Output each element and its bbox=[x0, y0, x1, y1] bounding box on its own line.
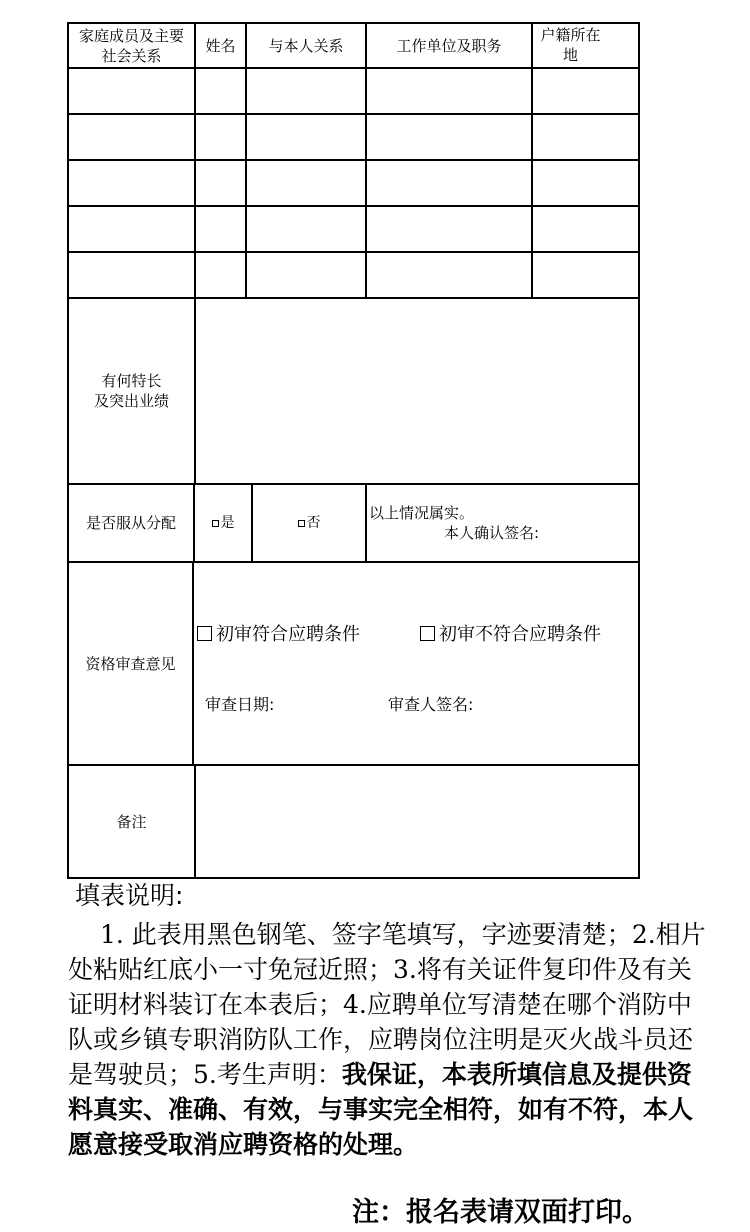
table-row[interactable] bbox=[69, 207, 638, 251]
assignment-no-option[interactable] bbox=[253, 485, 365, 561]
table-row[interactable] bbox=[69, 253, 638, 297]
assignment-signature-label: 本人确认签名: bbox=[444, 524, 540, 542]
assignment-yes-label: 是 bbox=[220, 515, 235, 531]
instruction-item: 2.相片处粘贴红底小一寸免冠近照； bbox=[68, 920, 706, 984]
review-fail-label: 初审不符合应聘条件 bbox=[439, 624, 601, 645]
checkbox-icon[interactable] bbox=[298, 520, 305, 527]
review-date-label: 审查日期: bbox=[205, 695, 275, 714]
instruction-item: 4.应聘单位写清楚在哪个消防中队或乡镇专职消防队工作，应聘岗位注明是灭火战斗员还是驾驶员； bbox=[68, 990, 694, 1089]
print-note: 注：报名表请双面打印。 bbox=[352, 1197, 649, 1228]
header-employer-position: 工作单位及职务 bbox=[396, 36, 502, 55]
header-name: 姓名 bbox=[205, 36, 236, 55]
grid-line bbox=[192, 561, 194, 766]
assignment-no-label: 否 bbox=[306, 515, 321, 531]
checkbox-icon[interactable] bbox=[212, 520, 219, 527]
review-label: 资格审查意见 bbox=[85, 654, 176, 673]
table-row[interactable] bbox=[69, 161, 638, 205]
table-row[interactable] bbox=[69, 115, 638, 159]
checkbox-icon[interactable] bbox=[197, 626, 212, 641]
grid-line bbox=[365, 483, 367, 563]
header-household-location: 户籍所在 地 bbox=[540, 25, 601, 64]
declaration-text: 我保证，本表所填信息及提供资料真实、准确、有效，与事实完全相符，如有不符，本人愿意接受取消应聘资格的处理。 bbox=[68, 1060, 694, 1159]
review-fail-option[interactable] bbox=[420, 622, 601, 648]
grid-line bbox=[638, 22, 640, 879]
instructions-body bbox=[68, 917, 708, 1162]
table-row[interactable] bbox=[69, 69, 638, 113]
header-family-relations: 家庭成员及主要 社会关系 bbox=[78, 26, 184, 65]
header-relationship: 与本人关系 bbox=[268, 36, 344, 55]
instructions-title: 填表说明: bbox=[75, 881, 184, 910]
assignment-label: 是否服从分配 bbox=[85, 514, 176, 532]
review-reviewer-label: 审查人签名: bbox=[388, 695, 474, 714]
specialty-label: 有何特长 及突出业绩 bbox=[93, 372, 169, 410]
review-pass-label: 初审符合应聘条件 bbox=[216, 624, 360, 645]
specialty-field[interactable] bbox=[196, 299, 638, 483]
remarks-field[interactable] bbox=[196, 766, 638, 877]
review-pass-option[interactable] bbox=[197, 622, 360, 648]
instruction-item: 3.将有关证件复印件及有关证明材料装订在本表后； bbox=[68, 955, 692, 1019]
checkbox-icon[interactable] bbox=[420, 626, 435, 641]
assignment-yes-option[interactable] bbox=[195, 485, 251, 561]
instruction-item: 1. 此表用黑色钢笔、签字笔填写，字迹要清楚； bbox=[100, 920, 632, 949]
remarks-label: 备注 bbox=[116, 812, 147, 831]
instruction-item: 5.考生声明： bbox=[193, 1060, 342, 1089]
assignment-statement: 以上情况属实。 bbox=[369, 504, 475, 522]
